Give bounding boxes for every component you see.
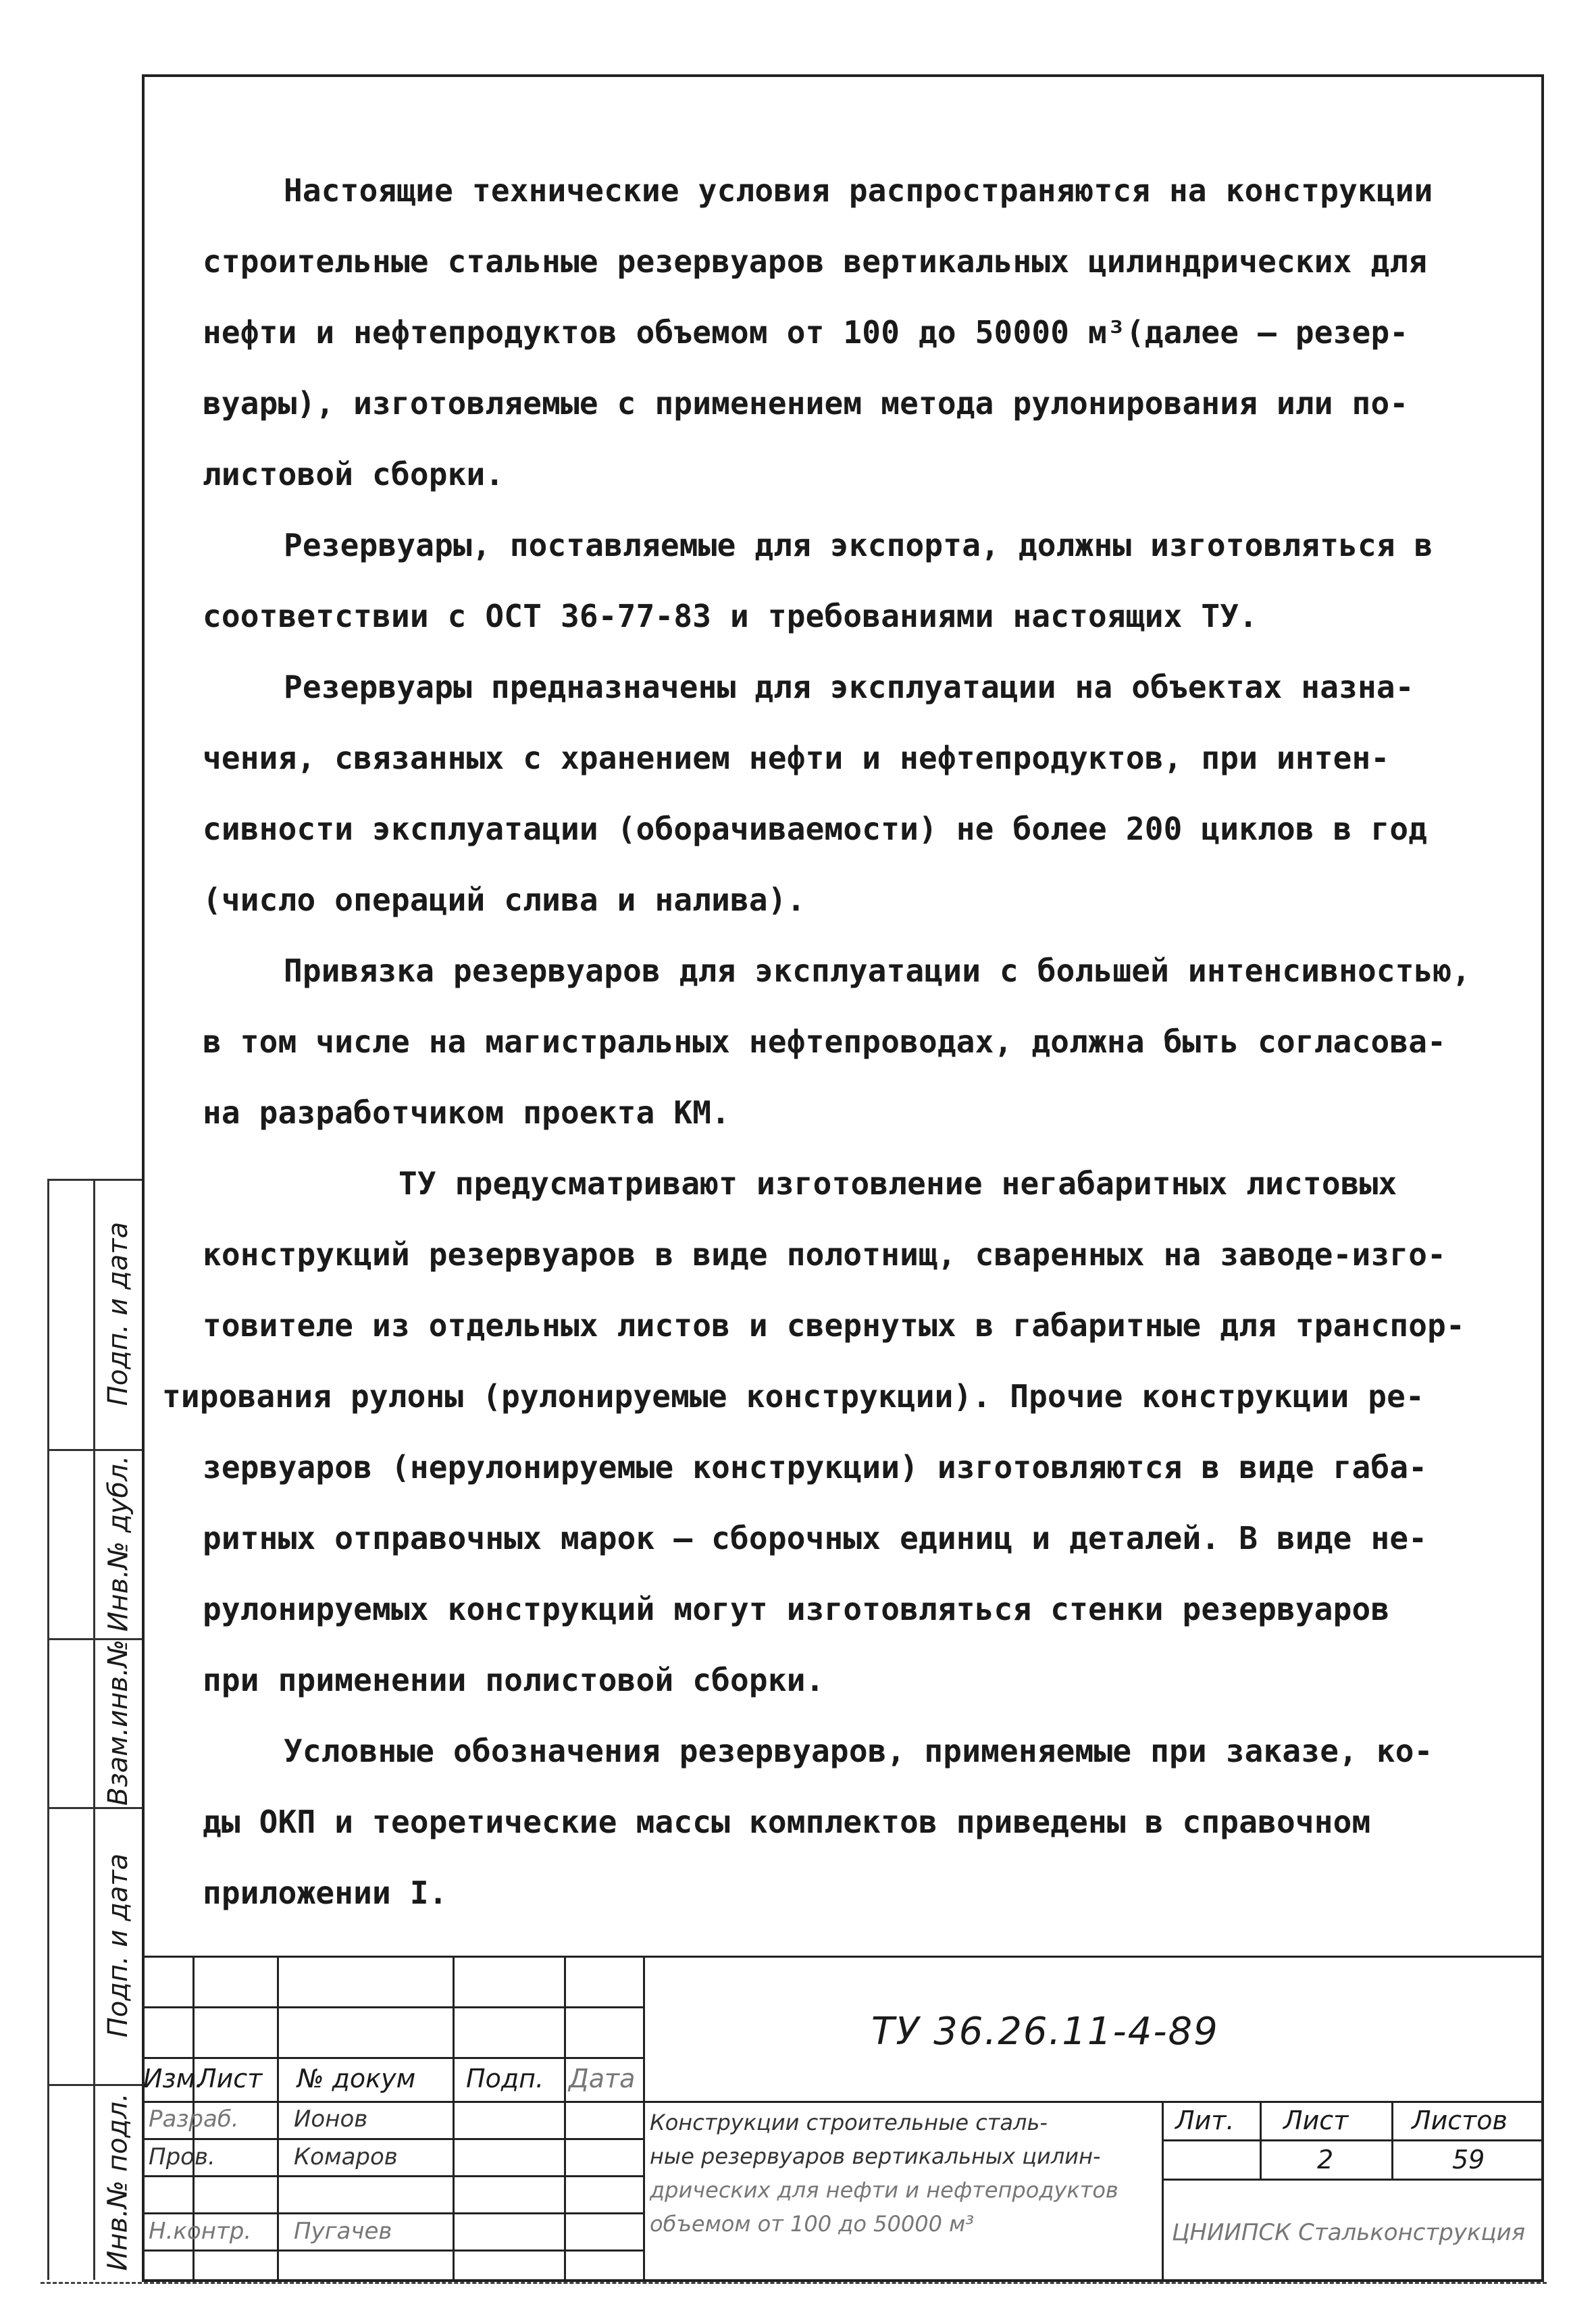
sheet-number: 2 <box>1317 2145 1334 2175</box>
tb-line <box>643 1956 645 2282</box>
side-strip-border <box>47 1179 49 2280</box>
text-line: в том числе на магистральных нефтепроводах, должна быть согласова- <box>203 1023 1447 1060</box>
text-line: при применении полистовой сборки. <box>203 1662 825 1698</box>
text-line: (число операций слива и налива). <box>203 882 806 918</box>
tb-line <box>277 1956 279 2282</box>
tb-line <box>1162 2139 1544 2141</box>
side-label-replace-inv: Взам.инв.№ <box>103 1639 134 1806</box>
paragraph-4 <box>203 936 1526 1148</box>
document-code: ТУ 36.26.11-4-89 <box>871 2010 1219 2054</box>
tb-line <box>142 2057 643 2059</box>
tb-line <box>1260 2101 1262 2179</box>
tb-line <box>564 1956 566 2282</box>
col-header-docum: № докум <box>297 2064 416 2093</box>
bottom-cut-line <box>41 2282 1547 2284</box>
text-line: ритных отправочных марок – сборочных единиц и деталей. В виде не- <box>203 1520 1428 1556</box>
document-title <box>650 2106 1118 2241</box>
tb-line <box>142 2006 643 2008</box>
tb-line <box>1162 2101 1164 2282</box>
text-line: ды ОКП и теоретические массы комплектов приведены в справочном <box>203 1804 1371 1840</box>
text-line: строительные стальные резервуаров вертикальных цилиндрических для <box>203 243 1428 280</box>
text-line: тирования рулоны (рулонируемые конструкции). Прочие конструкции ре- <box>162 1378 1424 1415</box>
side-label-sign-date-2: Подп. и дата <box>103 1853 134 2038</box>
sheets-label: Листов <box>1412 2106 1508 2135</box>
text-line: соответствии с ОСТ 36-77-83 и требованиями настоящих ТУ. <box>203 598 1258 634</box>
role-norm-control: Н.контр. <box>149 2218 252 2245</box>
paragraph-6 <box>203 1716 1526 1929</box>
text-line: листовой сборки. <box>203 456 505 492</box>
tb-line <box>142 2175 643 2177</box>
col-header-list: Лист <box>197 2064 263 2093</box>
tb-line <box>142 2138 643 2140</box>
text-line: конструкций резервуаров в виде полотнищ, сваренных на заводе-изго- <box>203 1236 1447 1273</box>
text-line: рулонируемых конструкций могут изготовляться стенки резервуаров <box>203 1591 1390 1627</box>
tb-line <box>142 2250 643 2252</box>
norm-control-name: Пугачев <box>294 2218 392 2245</box>
tb-line <box>1391 2101 1393 2179</box>
lit-label: Лит. <box>1175 2106 1235 2135</box>
title-line: Конструкции строительные сталь- <box>650 2110 1048 2135</box>
checker-name: Комаров <box>294 2143 398 2170</box>
text-line: вуары), изготовляемые с применением метода рулонирования или по- <box>203 385 1409 422</box>
document-body <box>162 155 1526 1929</box>
col-header-data: Дата <box>569 2064 636 2093</box>
tb-line <box>453 1956 455 2282</box>
title-block <box>142 1956 1544 2282</box>
text-line: Настоящие технические условия распространяются на конструкции <box>284 172 1433 209</box>
paragraph-2 <box>203 510 1526 652</box>
text-line: Привязка резервуаров для эксплуатации с большей интенсивностью, <box>284 952 1471 989</box>
tb-line <box>142 2212 643 2214</box>
paragraph-1 <box>203 155 1526 510</box>
text-line: товителе из отдельных листов и свернутых в габаритные для транспор- <box>203 1307 1465 1344</box>
sheets-count: 59 <box>1452 2145 1485 2175</box>
title-line: ные резервуаров вертикальных цилин- <box>650 2143 1101 2169</box>
role-developer: Разраб. <box>149 2106 239 2133</box>
side-label-sign-date: Подп. и дата <box>103 1221 134 1406</box>
text-line: нефти и нефтепродуктов объемом от 100 до 50000 м³(далее – резер- <box>203 314 1409 351</box>
role-checker: Пров. <box>149 2143 215 2170</box>
text-line: приложении I. <box>203 1875 448 1911</box>
text-line: Резервуары предназначены для эксплуатации на объектах назна- <box>284 669 1414 705</box>
text-line: ТУ предусматривают изготовление негабаритных листовых <box>398 1165 1397 1202</box>
text-line: зервуаров (нерулонируемые конструкции) изготовляются в виде габа- <box>203 1449 1428 1485</box>
tb-line <box>142 1956 1544 1958</box>
developer-name: Ионов <box>294 2106 368 2133</box>
text-line: чения, связанных с хранением нефти и нефтепродуктов, при интен- <box>203 740 1390 776</box>
col-header-izm: Изм. <box>143 2064 204 2093</box>
side-label-dup-inv: Инв.№ дубл. <box>103 1455 134 1632</box>
sheet-label: Лист <box>1283 2106 1349 2135</box>
title-line: объемом от 100 до 50000 м³ <box>650 2211 975 2237</box>
tb-line <box>142 2101 1544 2103</box>
tb-line <box>1162 2179 1544 2181</box>
paragraph-3 <box>203 652 1526 936</box>
organization-name: ЦНИИПСК Стальконструкция <box>1172 2219 1526 2246</box>
col-header-podp: Подп. <box>466 2064 544 2093</box>
side-stamp-strip <box>47 1179 142 2280</box>
text-line: сивности эксплуатации (оборачиваемости) не более 200 циклов в год <box>203 811 1428 847</box>
text-line: Условные обозначения резервуаров, применяемые при заказе, ко- <box>284 1733 1433 1769</box>
text-line: Резервуары, поставляемые для экспорта, должны изготовляться в <box>284 527 1433 563</box>
paragraph-5 <box>162 1148 1526 1716</box>
side-label-orig-inv: Инв.№ подл. <box>103 2093 134 2271</box>
title-line: дрических для нефти и нефтепродуктов <box>650 2177 1118 2203</box>
text-line: на разработчиком проекта КМ. <box>203 1094 731 1131</box>
